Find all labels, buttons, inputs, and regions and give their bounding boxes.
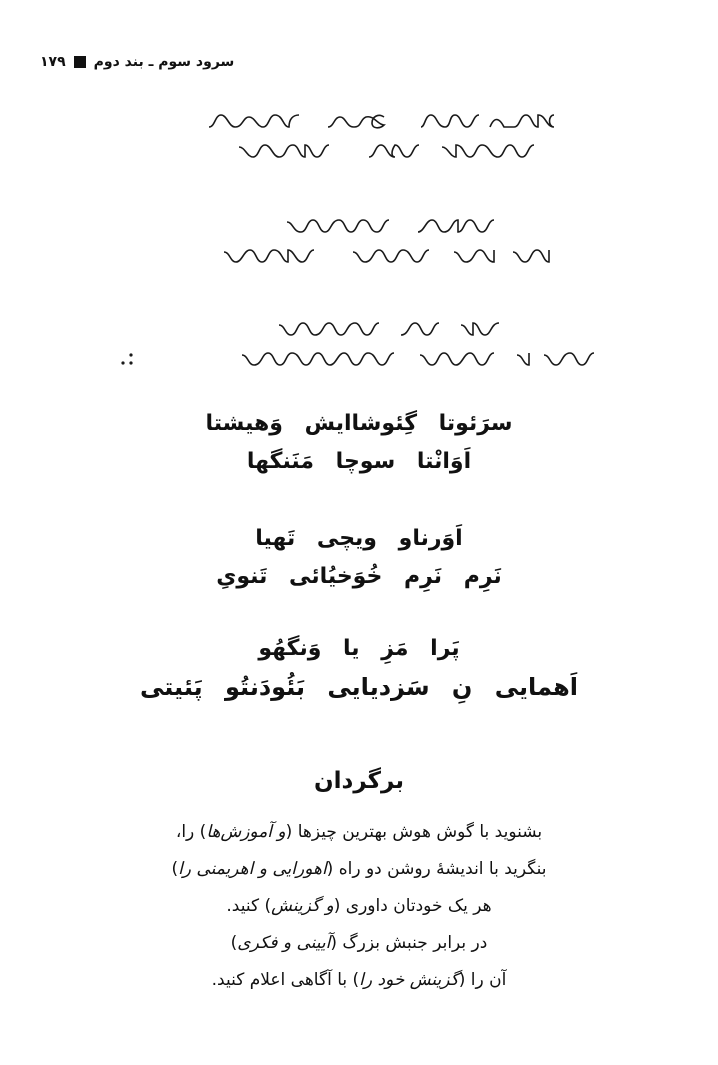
page-number: ۱۷۹ (40, 54, 66, 70)
translation-italic: و گزینش (271, 896, 334, 916)
transliteration-stanza-2 (0, 520, 718, 596)
transliteration-line: اَوَرناو ویچی تَهیا (255, 526, 463, 551)
translation-text: ) را، (175, 822, 207, 842)
translation-text: هر یک خودتان داوری ( (333, 896, 492, 916)
translation-text: بشنوید با گوش هوش بهترین چیزها ( (285, 822, 543, 842)
translation-line (0, 925, 718, 962)
translation-text: آن را ( (458, 970, 507, 990)
header-square-icon (74, 56, 86, 68)
page-header (40, 54, 234, 70)
transliteration-stanza-1 (0, 405, 718, 481)
translation-italic: اهورایی و اهریمنی را (178, 859, 327, 879)
translation-line (0, 814, 718, 851)
avestan-script-line-5 (214, 313, 504, 343)
translation-line (0, 888, 718, 925)
translation-text: ) کنید. (226, 896, 272, 916)
transliteration-line: اَوَانْتا سوچا مَنَنگها (246, 449, 472, 474)
avestan-script-line-2 (179, 135, 539, 165)
translation-italic: گزینش خود را (359, 970, 459, 990)
translation-italic: و آموزش‌ها (206, 822, 286, 842)
avestan-stanza-1 (0, 105, 718, 165)
translation-line (0, 851, 718, 888)
translation-text: در برابر جنبش بزرگ ( (330, 933, 488, 953)
avestan-script-line-4 (164, 240, 554, 270)
translation-text: ) با آگاهی اعلام کنید. (211, 970, 360, 990)
translation-italic: آیینی و فکری (237, 933, 331, 953)
section-title: برگردان (314, 768, 404, 794)
translation-text: ) (230, 933, 238, 953)
avestan-line (0, 105, 718, 135)
translation-block (0, 814, 718, 999)
transliteration-line: سرَئوتا گِئوشاایش وَهیشتا (205, 411, 513, 436)
avestan-script-line-6 (119, 343, 599, 373)
running-title: سرود سوم ـ بند دوم (93, 54, 235, 70)
avestan-script-line-1 (159, 105, 559, 135)
avestan-stanza-2 (0, 210, 718, 270)
avestan-line (0, 343, 718, 373)
avestan-line (0, 313, 718, 343)
avestan-script-line-3 (219, 210, 499, 240)
transliteration-stanza-3 (0, 630, 718, 706)
avestan-line (0, 210, 718, 240)
avestan-line (0, 135, 718, 165)
translation-text: بنگرید با اندیشهٔ روشن دو راه ( (326, 859, 547, 879)
transliteration-line: نَرِم نَرِم خُوَخیُائی تَنویِ (216, 564, 502, 589)
avestan-line (0, 240, 718, 270)
translation-line (0, 962, 718, 999)
translation-text: ) (171, 859, 179, 879)
transliteration-line: پَرا مَزِ یا وَنگهُو (258, 636, 460, 661)
transliteration-line: اَهمایی نِ سَزدیایی بَئُودَنتُو پَئیتی (139, 673, 579, 701)
avestan-stanza-3 (0, 313, 718, 373)
